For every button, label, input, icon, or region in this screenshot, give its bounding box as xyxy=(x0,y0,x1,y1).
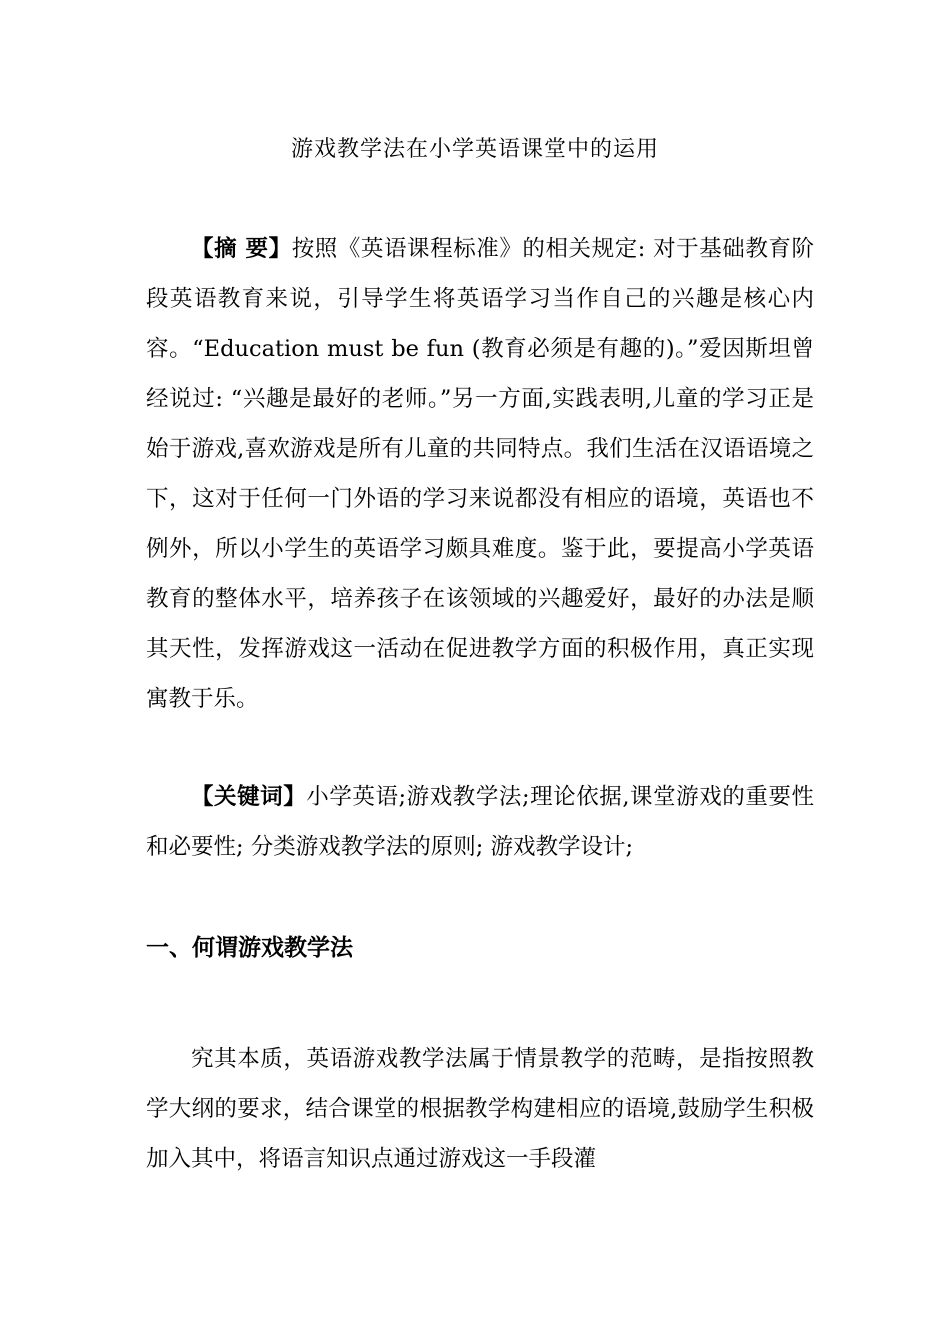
keywords-paragraph xyxy=(146,772,814,872)
abstract-text: 按照《英语课程标准》的相关规定: 对于基础教育阶段英语教育来说，引导学生将英语学习当作自己的兴趣是核心内容。“Education must be fun (教育必须是有趣的)。”爱因斯坦曾经说过: “兴趣是最好的老师。”另一方面,实践表明,儿童的学习正是始于游戏,喜欢游戏是所有儿童的共同特点。我们生活在汉语语境之下，这对于任何一门外语的学习来说都没有相应的语境，英语也不例外，所以小学生的英语学习颇具难度。鉴于此，要提高小学英语教育的整体水平，培养孩子在该领域的兴趣爱好，最好的办法是顺其天性，发挥游戏这一活动在促进教学方面的积极作用，真正实现寓教于乐。 xyxy=(146,236,815,712)
keywords-text: 小学英语;游戏教学法;理论依据,课堂游戏的重要性和必要性; 分类游戏教学法的原则; 游戏教学设计; xyxy=(146,784,814,860)
document-title: 游戏教学法在小学英语课堂中的运用 xyxy=(290,137,659,162)
keywords-label: 【关键词】 xyxy=(191,784,307,810)
abstract-paragraph xyxy=(146,224,814,724)
section-paragraph: 究其本质，英语游戏教学法属于情景教学的范畴，是指按照教学大纲的要求，结合课堂的根据教学构建相应的语境,鼓励学生积极加入其中，将语言知识点通过游戏这一手段灌 xyxy=(146,1046,814,1172)
abstract-label: 【摘 要】 xyxy=(191,236,292,262)
section-heading: 一、何谓游戏教学法 xyxy=(146,935,353,961)
